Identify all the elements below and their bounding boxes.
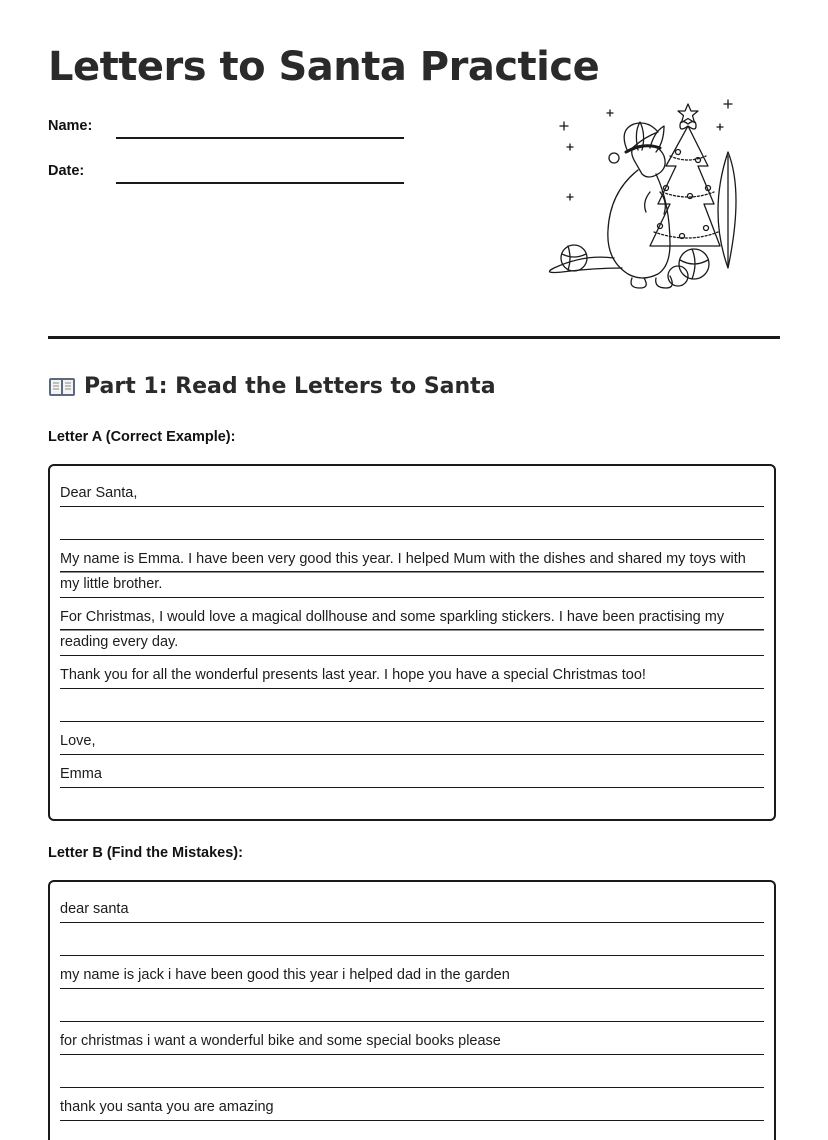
part1-title: Part 1: Read the Letters to Santa — [84, 374, 496, 399]
letter-b-line — [60, 1055, 764, 1088]
letter-a-line: Love, — [60, 722, 764, 755]
date-label: Date: — [48, 163, 85, 179]
kangaroo-christmas-tree-surfboard-illustration — [542, 96, 752, 292]
letter-b-box — [48, 880, 776, 1140]
letter-a-line: My name is Emma. I have been very good this year. I helped Mum with the dishes and shared my toys with my little brother. — [60, 540, 764, 598]
letter-b-line: for christmas i want a wonderful bike and some special books please — [60, 1022, 764, 1055]
date-field[interactable] — [48, 163, 408, 189]
letter-b-line — [60, 989, 764, 1022]
letter-b-label: Letter B (Find the Mistakes): — [48, 845, 243, 861]
letter-a-line — [60, 507, 764, 540]
letter-a-label: Letter A (Correct Example): — [48, 429, 236, 445]
letter-a-line — [60, 689, 764, 722]
letter-a-line: Emma — [60, 755, 764, 788]
letter-a-box — [48, 464, 776, 821]
page-title: Letters to Santa Practice — [48, 44, 600, 90]
open-book-icon — [48, 376, 76, 398]
name-field[interactable] — [48, 118, 408, 144]
name-write-line[interactable] — [116, 137, 404, 139]
section-divider — [48, 336, 780, 339]
letter-a-line: Thank you for all the wonderful presents last year. I hope you have a special Christmas too! — [60, 656, 764, 689]
name-label: Name: — [48, 118, 93, 134]
letter-a-line: Dear Santa, — [60, 474, 764, 507]
letter-a-line: For Christmas, I would love a magical dollhouse and some sparkling stickers. I have been practising my reading every day. — [60, 598, 764, 656]
letter-b-line: dear santa — [60, 890, 764, 923]
letter-b-line — [60, 923, 764, 956]
part1-heading — [48, 374, 496, 399]
letter-b-line: thank you santa you are amazing — [60, 1088, 764, 1121]
letter-b-line: my name is jack i have been good this year i helped dad in the garden — [60, 956, 764, 989]
date-write-line[interactable] — [116, 182, 404, 184]
